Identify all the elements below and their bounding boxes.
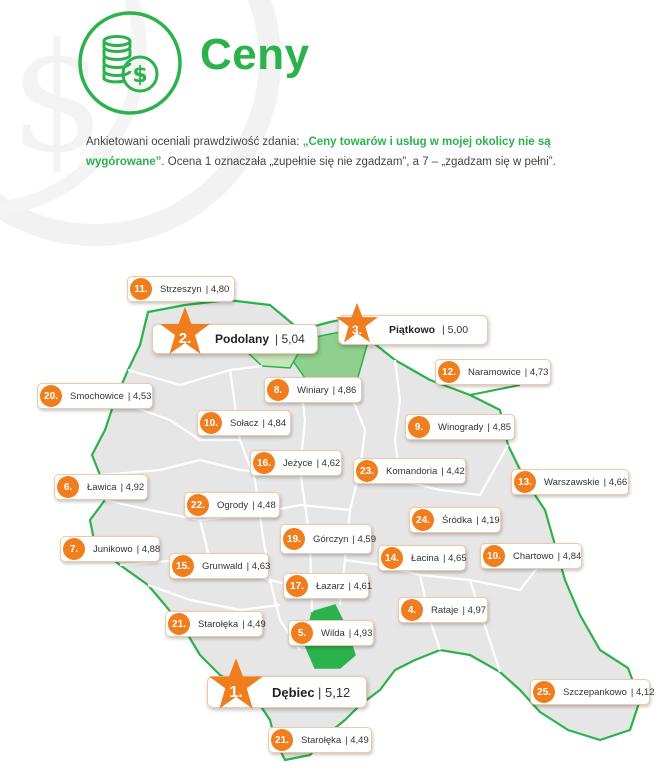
- podium-name: Dębiec: [272, 685, 315, 700]
- svg-text:$: $: [132, 63, 148, 88]
- rank-badge: 5.: [291, 622, 313, 644]
- podium-name: Piątkowo: [389, 324, 436, 336]
- district-label: [530, 679, 655, 705]
- rank-badge: 17.: [286, 575, 308, 597]
- district-value: | 4,80: [205, 283, 230, 295]
- district-name: Starołęka: [198, 618, 239, 630]
- district-label: [37, 383, 153, 409]
- district-label: [378, 545, 466, 571]
- district-label: [184, 492, 280, 518]
- district-name: Winogrady: [438, 421, 484, 433]
- intro-part-1: Ankietowani oceniali prawdziwość zdania:: [86, 136, 303, 148]
- district-value: | 4,84: [557, 550, 582, 562]
- district-value: | 4,48: [252, 499, 276, 511]
- district-value: | 4,92: [120, 481, 145, 493]
- district-value: | 4,73: [524, 366, 549, 378]
- district-name: Komandoria: [386, 465, 438, 477]
- rank-badge: 6.: [57, 476, 79, 498]
- district-name: Smochowice: [70, 390, 124, 402]
- district-name: Warszawskie: [544, 476, 600, 488]
- district-label: [353, 458, 466, 484]
- district-label: [480, 543, 582, 569]
- district-label: [60, 536, 160, 562]
- district-value: | 4,53: [127, 390, 152, 402]
- district-value: | 4,85: [487, 421, 512, 433]
- rank-badge: 15.: [172, 555, 194, 577]
- district-name: Ławica: [87, 481, 117, 493]
- district-name: Górczyn: [313, 533, 349, 545]
- district-label: [54, 474, 148, 500]
- district-label: [169, 553, 269, 579]
- district-name: Naramowice: [468, 366, 521, 378]
- district-label: [435, 359, 551, 385]
- district-label: [264, 377, 362, 403]
- district-name: Winiary: [297, 384, 329, 396]
- district-value: | 4,49: [242, 618, 266, 630]
- district-label: [511, 469, 629, 495]
- podium-label-debiec: [207, 676, 367, 708]
- district-value: | 4,42: [441, 465, 465, 477]
- district-value: | 4,88: [136, 543, 161, 555]
- rank-badge: 23.: [356, 460, 378, 482]
- rank-badge: 22.: [187, 494, 209, 516]
- rank-badge: 16.: [253, 452, 275, 474]
- district-name: Wilda: [321, 627, 345, 639]
- district-name: Ogrody: [217, 499, 249, 511]
- district-name: Szczepankowo: [563, 686, 627, 698]
- podium-value: | 5,12: [318, 685, 351, 700]
- district-value: | 4,65: [443, 552, 467, 564]
- rank-badge: 10.: [200, 412, 222, 434]
- intro-highlight: „Ceny towarów i usług w mojej okolicy nie są wygórowane”: [86, 136, 551, 168]
- district-name: Junikowo: [93, 543, 133, 555]
- district-name: Chartowo: [513, 550, 554, 562]
- podium-label-podolany: [152, 324, 318, 354]
- rank-badge: 13.: [514, 471, 536, 493]
- rank-badge: 8.: [267, 379, 289, 401]
- rank-badge: 4.: [401, 599, 423, 621]
- rank-badge: 9.: [408, 416, 430, 438]
- district-label: [268, 727, 372, 753]
- rank-badge: 7.: [63, 538, 85, 560]
- district-name: Starołęka: [301, 734, 342, 746]
- podium-label-piatkowo: [338, 315, 488, 345]
- rank-badge: 21.: [168, 613, 190, 635]
- rank-badge: 21.: [271, 729, 293, 751]
- district-value: | 4,97: [462, 604, 487, 616]
- district-label: [197, 410, 291, 436]
- podium-rank: 3.: [351, 323, 362, 337]
- intro-part-2: . Ocena 1 oznaczała „zupełnie się nie zgadzam”, a 7 – „zgadzam się w pełni”.: [161, 156, 556, 168]
- district-value: | 4,61: [348, 580, 373, 592]
- district-value: | 4,66: [603, 476, 628, 488]
- rank-badge: 19.: [283, 528, 305, 550]
- district-name: Łacina: [411, 552, 439, 564]
- podium-name: Podolany: [215, 332, 270, 346]
- district-label: [405, 414, 515, 440]
- district-name: Strzeszyn: [160, 283, 202, 295]
- district-label: [280, 524, 376, 554]
- rank-badge: 25.: [533, 681, 555, 703]
- podium-value: | 5,00: [442, 324, 469, 336]
- district-label: [283, 573, 373, 599]
- district-value: | 4,93: [348, 627, 373, 639]
- district-value: | 4,49: [345, 734, 369, 746]
- district-label: [250, 450, 342, 476]
- svg-text:$: $: [10, 12, 106, 186]
- district-value: | 4,59: [352, 533, 376, 545]
- rank-badge: 24.: [412, 509, 434, 531]
- district-label: [409, 507, 501, 533]
- rank-badge: 10.: [483, 545, 505, 567]
- district-value: | 4,84: [262, 417, 287, 429]
- district-label: [165, 611, 266, 637]
- district-name: Grunwald: [202, 560, 243, 572]
- district-name: Łazarz: [316, 580, 345, 592]
- district-value: | 4,86: [332, 384, 357, 396]
- podium-rank: 2.: [178, 330, 192, 347]
- rank-badge: 11.: [130, 278, 152, 300]
- rank-badge: 20.: [40, 385, 62, 407]
- rank-badge: 14.: [381, 547, 403, 569]
- district-value: | 4,63: [246, 560, 271, 572]
- district-value: | 4,62: [316, 457, 341, 469]
- page-title: Ceny: [200, 30, 310, 79]
- district-name: Śródka: [442, 514, 473, 526]
- district-label: [398, 597, 488, 623]
- district-name: Rataje: [431, 604, 459, 616]
- district-label: [127, 276, 235, 302]
- rank-badge: 12.: [438, 361, 460, 383]
- district-label: [288, 620, 374, 646]
- district-value: | 4,19: [476, 514, 500, 526]
- district-name: Sołacz: [230, 417, 259, 429]
- district-value: | 4,12: [630, 686, 655, 698]
- podium-value: | 5,04: [275, 332, 305, 346]
- district-name: Jeżyce: [283, 457, 313, 469]
- podium-rank: 1.: [229, 684, 243, 701]
